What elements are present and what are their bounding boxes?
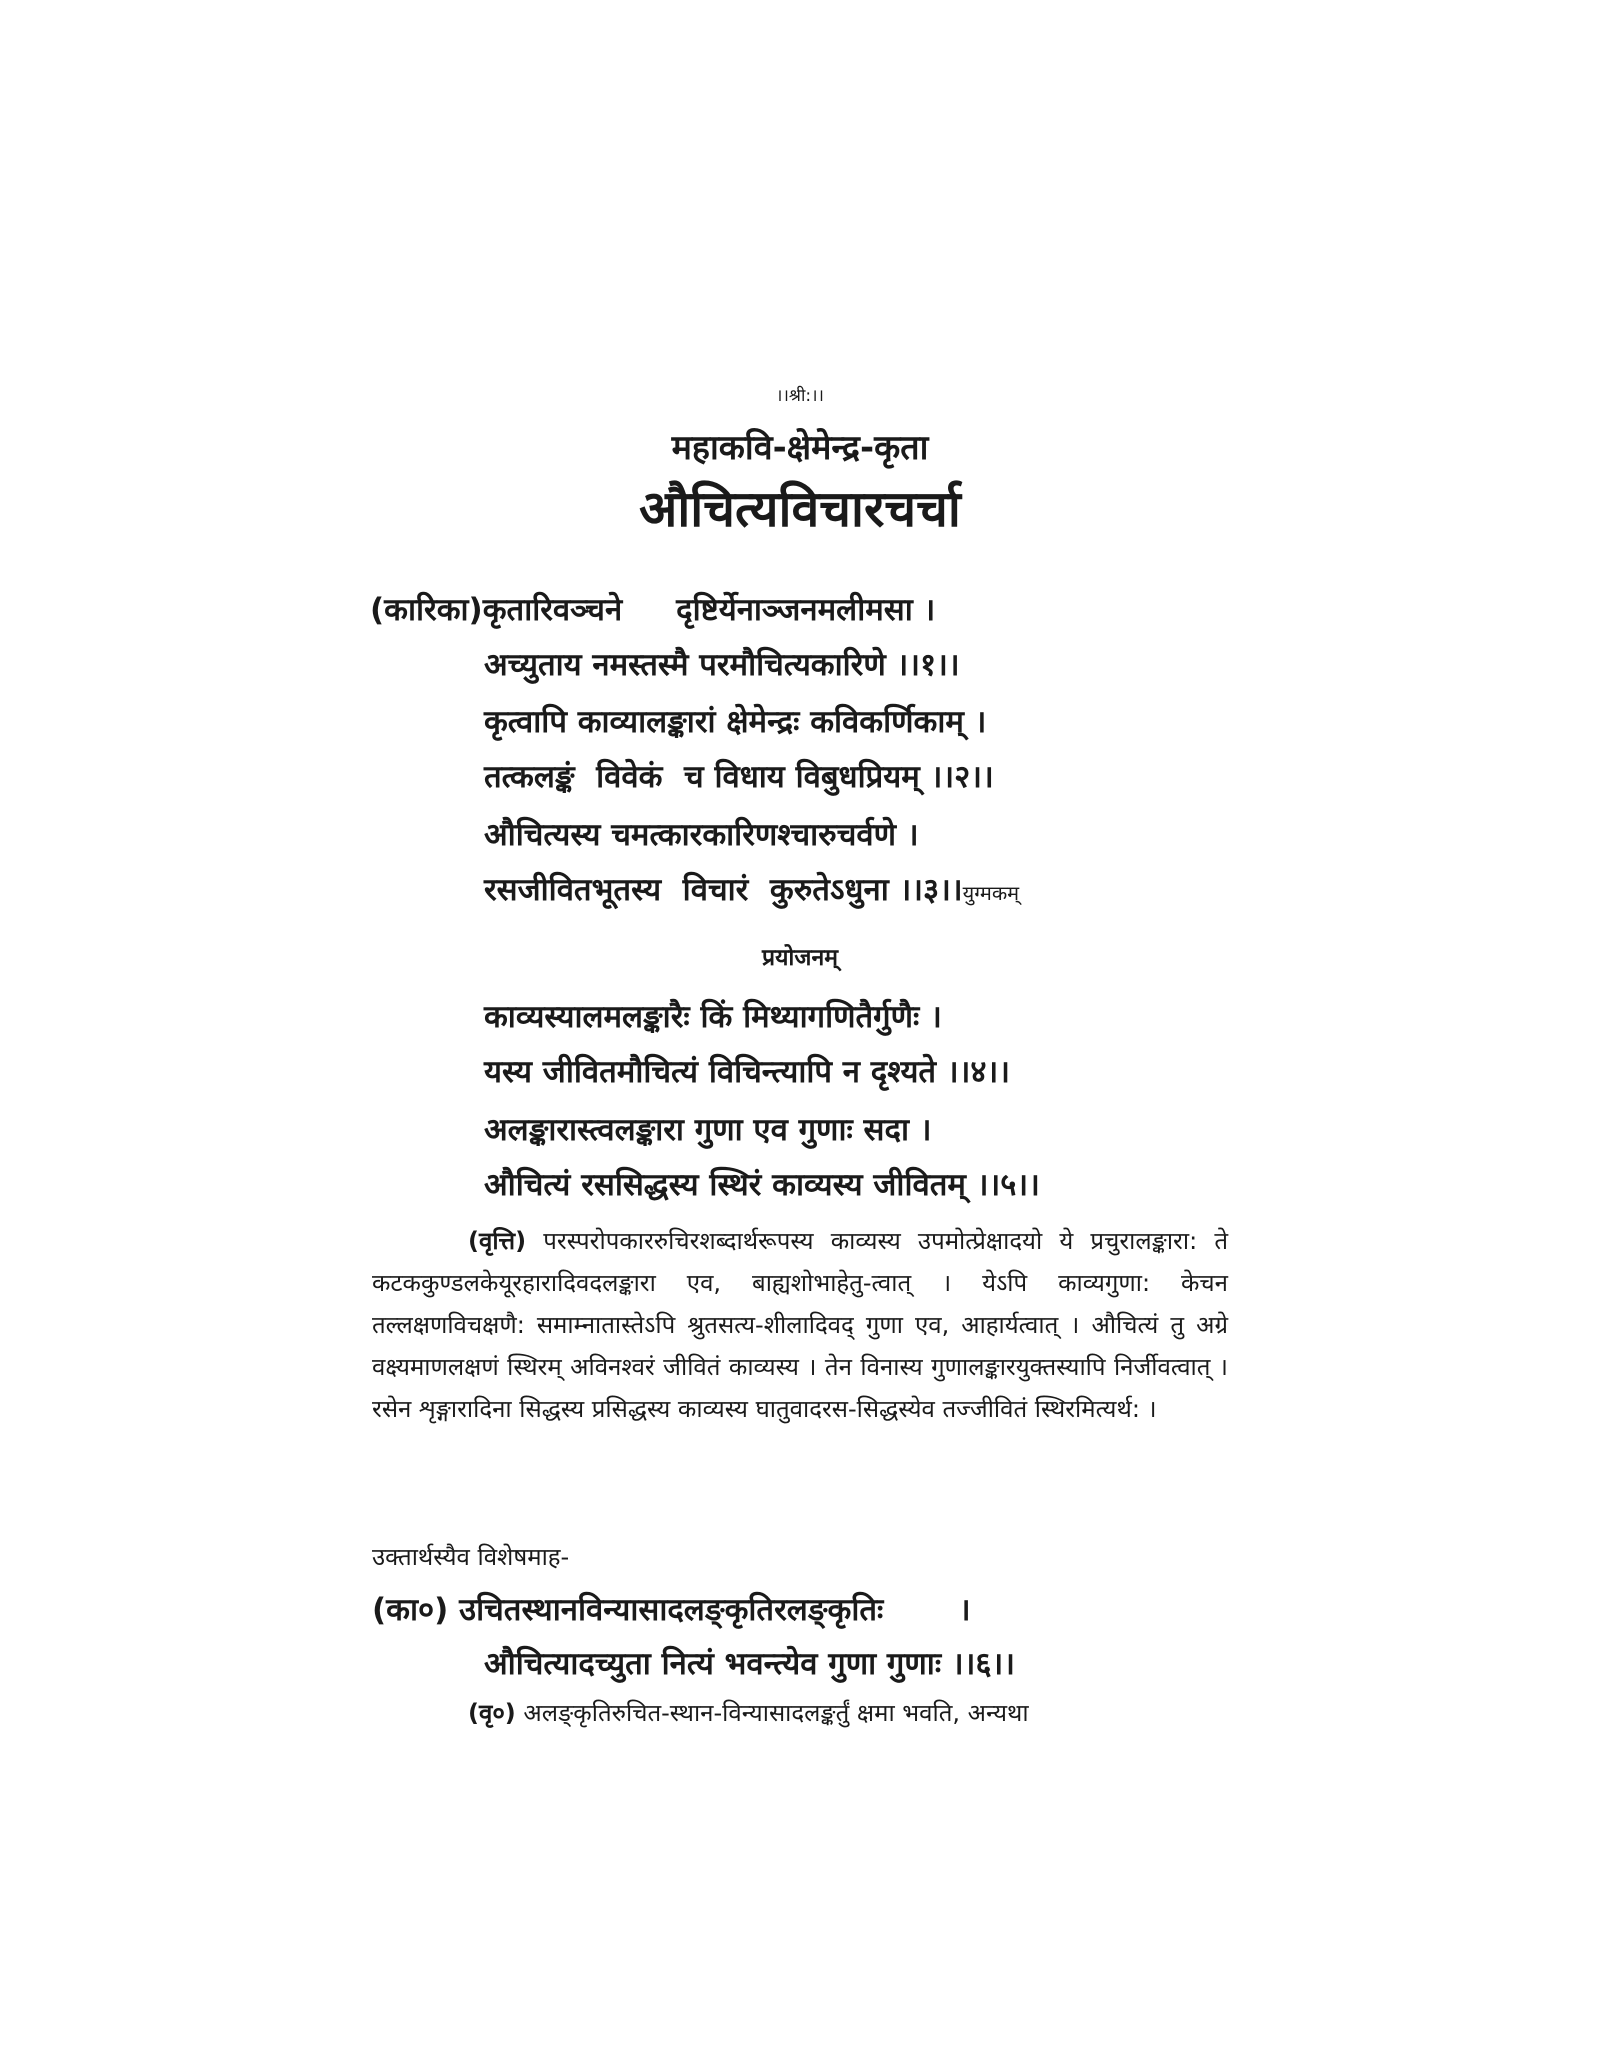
verse-4-line-2: यस्य जीवितमौचित्यं विचिन्त्यापि न दृश्यते ।।४।। [484, 1054, 1010, 1090]
verse-4-line-1: काव्यस्यालमलङ्कारैः किं मिथ्यागणितैर्गुणैः । [484, 999, 942, 1035]
page-title: औचित्यविचारचर्चा [639, 480, 961, 538]
verse-3-line-1: औचित्यस्य चमत्कारकारिणश्चारुचर्वणे । [484, 817, 919, 853]
section-heading: प्रयोजनम् [762, 945, 838, 971]
verse-text: कृतारिवञ्चने दृष्टिर्येनाञ्जनमलीमसा । [482, 592, 936, 628]
vritti-text: अलङ्कृतिरुचित-स्थान-विन्यासादलङ्कर्तुं क्षमा भवति, अन्यथा [523, 1699, 1029, 1727]
verse-6-line-2: औचित्यादच्युता नित्यं भवन्त्येव गुणा गुणाः ।।६।। [484, 1646, 1015, 1682]
verse-6-line-1 [372, 1588, 971, 1630]
verse-text: उचितस्थानविन्यासादलङ्कृतिरलङ्कृतिः । [459, 1592, 971, 1628]
verse-1-line-2: अच्युताय नमस्तस्मै परमौचित्यकारिणे ।।१।। [484, 647, 960, 683]
karika-short-label: (का०) [372, 1592, 449, 1628]
verse-3-line-2 [484, 868, 1019, 910]
karika-label: (कारिका) [370, 592, 483, 628]
yugmakam-tag: युग्मकम् [962, 881, 1020, 905]
vritti-text: परस्परोपकाररुचिरशब्दार्थरूपस्य काव्यस्य उपमोत्प्रेक्षादयो ये प्रचुरालङ्कारा: ते कटककुण्डलकेयूरहारादिवदलङ्कारा एव, बाह्यशोभाहेतु-त्वात् । येऽपि काव्यगुणा: केचन तल्लक्षणविचक्षणै: समाम्नातास्तेऽपि श्रुतसत्य-शीलादिवद् गुणा एव, आहार्यत्वात् । औचित्यं तु अग्रे वक्ष्यमाणलक्षणं स्थिरम् अविनश्वरं जीवितं काव्यस्य । तेन विनास्य गुणालङ्कारयुक्तस्यापि निर्जीवत्वात् । रसेन शृङ्गारादिना सिद्धस्य प्रसिद्धस्य काव्यस्य घातुवादरस-सिद्धस्येव तज्जीवितं स्थिरमित्यर्थ: । [372, 1227, 1228, 1423]
verse-5-line-2: औचित्यं रससिद्धस्य स्थिरं काव्यस्य जीवितम् ।।५।। [484, 1167, 1040, 1203]
vritti-label: (वृत्ति) [468, 1227, 527, 1255]
verse-text: रसजीवितभूतस्य विचारं कुरुतेऽधुना ।।३।। [484, 872, 963, 908]
verse-2-line-1: कृत्वापि काव्यालङ्कारां क्षेमेन्द्रः कविकर्णिकाम् । [484, 704, 987, 740]
commentary-paragraph-6 [372, 1692, 1228, 1734]
vritti-short-label: (वृ०) [468, 1699, 516, 1727]
verse-1-line-1 [370, 588, 935, 630]
verse-5-line-1: अलङ्कारास्त्वलङ्कारा गुणा एव गुणाः सदा । [484, 1112, 932, 1148]
author-line: महाकवि-क्षेमेन्द्र-कृता [671, 428, 929, 468]
verse-2-line-2: तत्कलङ्कं विवेकं च विधाय विबुधप्रियम् ।।२।। [484, 759, 994, 795]
commentary-paragraph [372, 1220, 1228, 1430]
invocation-mark: ।।श्री:।। [776, 386, 824, 406]
intro-line: उक्तार्थस्यैव विशेषमाह- [372, 1543, 570, 1571]
